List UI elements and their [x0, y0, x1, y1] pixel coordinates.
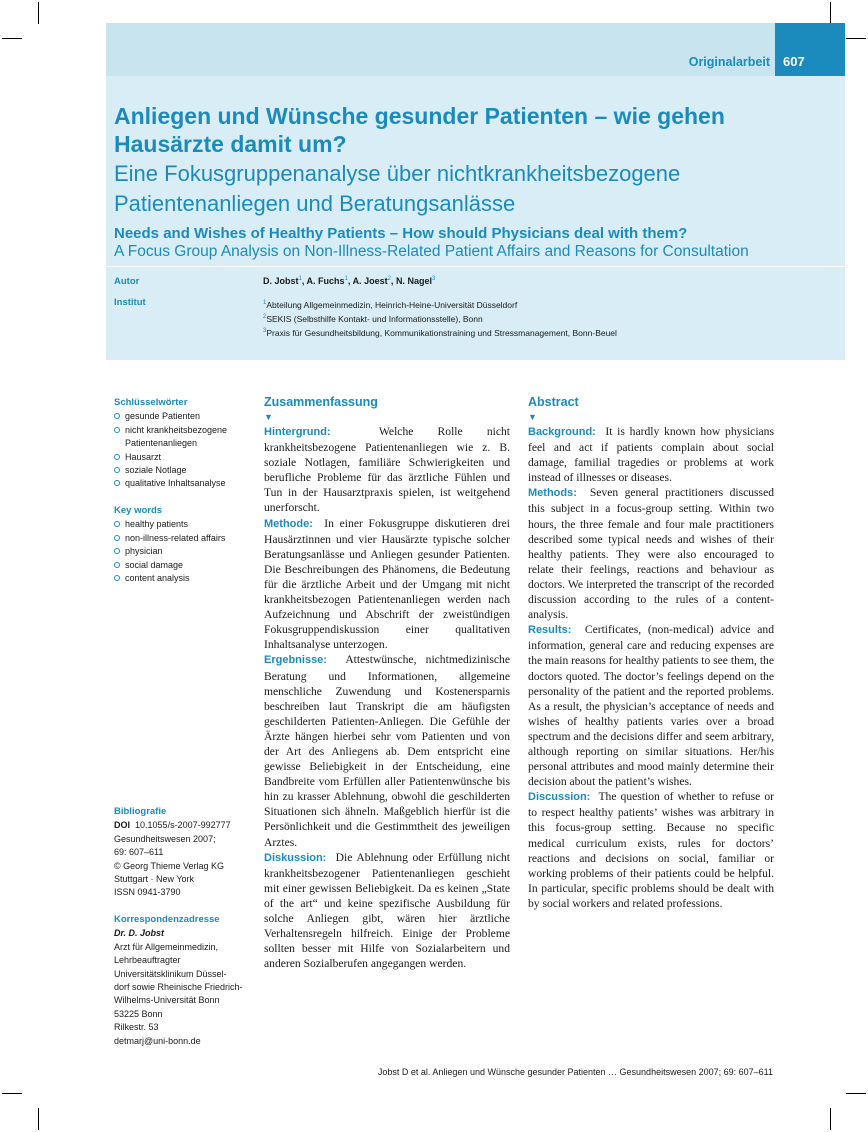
bullet-circle-icon [114, 467, 120, 473]
zusammenfassung-body [264, 424, 510, 971]
bibliography-line: ISSN 0941-3790 [114, 887, 181, 898]
bullet-circle-icon [114, 548, 120, 554]
author-name: A. Fuchs [306, 276, 345, 286]
zusammenfassung-section-text: Welche Rolle nicht krankheitsbezogene Patientenanliegen wie z. B. soziale Notlagen, familiäre Schwierigkeiten und berufliche Probleme für das ärztliche Fühlen und Tun in der Hausarztpraxis spielen, ist weitgehend unerforscht. [264, 425, 510, 515]
page-number: 607 [775, 23, 845, 76]
subtitle-english: A Focus Group Analysis on Non-Illness-Related Patient Affairs and Reasons for Consultation [114, 243, 749, 260]
abstract-paragraph [528, 622, 774, 789]
crop-mark [846, 1093, 866, 1094]
doi-label: DOI [114, 820, 131, 831]
doi-link[interactable]: 10.1055/s-2007-992777 [135, 820, 231, 831]
affiliation-text: Abteilung Allgemeinmedizin, Heinrich-Heine-Universität Düsseldorf [266, 299, 518, 310]
keywords-english [114, 504, 254, 585]
zusammenfassung-heading: Zusammenfassung [264, 395, 378, 409]
author-affiliation-number: 1 [344, 276, 348, 282]
abstract-paragraph [528, 424, 774, 485]
keyword-item [114, 518, 254, 531]
author-affiliation-number: 1 [298, 276, 302, 282]
keyword-item [114, 451, 254, 464]
abstract-section-text: The question of whether to refuse or to respect healthy patients’ wishes was arbitrary in this focus-group setting. Because no specific medical curriculum exists, rules for doctors’ reactions and decisions on social, familiar or working problems of their patients could be helpful. In particular, specific problems should be dealt with by social workers and related professions. [528, 790, 775, 910]
zusammenfassung-paragraph [264, 516, 510, 653]
bullet-circle-icon [114, 535, 120, 541]
title-english: Needs and Wishes of Healthy Patients – How should Physicians deal with them? [114, 225, 688, 242]
keyword-text: nicht krankheitsbezogene Patientenanliegen [125, 424, 228, 449]
crop-mark [38, 1108, 39, 1130]
keyword-item [114, 559, 254, 572]
affiliation-number: 1 [263, 300, 267, 306]
author-name: N. Nagel [395, 276, 432, 286]
section-marker-icon: ▼ [528, 412, 537, 422]
abstract-paragraph [528, 789, 774, 911]
bullet-circle-icon [114, 413, 120, 419]
doi-line [114, 819, 254, 832]
bibliography-line: Gesundheitswesen 2007; [114, 833, 216, 844]
zusammenfassung-section-text: Die Ablehnung oder Erfüllung nicht krankheitsbezogener Patientenanliegen geschieht mit einer gewissen Beliebigkeit. Da es keinen „State of the art“ und keine spezifische Ausbildung für solche Anliegen gibt, wären hier ärztliche Verhaltensregeln hilfreich. Einige der Probleme sollten besser mit Hilfe von Sozialarbeitern und anderen Sozialberufen angegangen werden. [264, 850, 510, 971]
bibliography-lines [114, 833, 254, 900]
abstract-section-text: Certificates, (non-medical) advice and information, general care and reducing expenses are the main reasons for healthy patients to see them, the doctors quoted. The doctor’s feelings depend on the personality of the patient and the reported problems. As a result, the physician’s acceptance of needs and wishes of healthy patients varies over a broad spectrum and the decisions differ and seem arbitrary, although reporting on similar situations. Her/his personal attributes and mood mainly determine their decision about the patient’s wishes. [528, 623, 774, 789]
correspondence-name: Dr. D. Jobst [114, 928, 165, 939]
section-marker-icon: ▼ [264, 412, 273, 422]
keyword-text: Hausarzt [125, 451, 162, 462]
keyword-text: soziale Notlage [125, 465, 187, 476]
correspondence-line: Wilhelms-Universität Bonn [114, 995, 220, 1006]
affiliation-number: 2 [263, 313, 267, 320]
keyword-text: physician [125, 546, 163, 557]
keyword-text: gesunde Patienten [125, 411, 201, 422]
crop-mark [830, 2, 831, 24]
keyword-list-german [114, 410, 254, 490]
abstract-paragraph [528, 485, 774, 622]
abstract-section-label: Discussion: [528, 791, 591, 804]
author-affiliation-number: 3 [431, 276, 436, 282]
author-separator: , [347, 276, 353, 286]
keyword-text: non-illness-related affairs [125, 532, 226, 543]
author-affiliation-number: 2 [387, 276, 391, 282]
zusammenfassung-paragraph [264, 850, 510, 972]
crop-mark [2, 38, 22, 39]
bullet-circle-icon [114, 454, 120, 460]
abstract-section-text: Seven general practitioners discussed this subject in a focus-group setting. Within two hours, the three female and four male practitioners described some typical needs and wishes of their healthy patients. They were also encouraged to relate their feelings, reactions and behaviour as doctors. We interpreted the transcript of the recorded discussion according to the rules of a content-analysis. [528, 486, 775, 622]
abstract-section-text: It is hardly known how physicians feel and act if patients complain about social damage, familial tragedies or problems at work instead of illnesses or diseases. [528, 425, 774, 485]
abstract-section-label: Methods: [528, 487, 577, 500]
zusammenfassung-section-text: In einer Fokusgruppe diskutieren drei Hausärztinnen und vier Hausärzte typische solcher Beratungsanlässe und Anliegen gesunder Patienten. Die Beschreibungen des Phänomens, die Bedeutung für die ärztliche Arbeit und der Umgang mit nicht krankheitsbezogen Patientenanliegen werden nach Aufzeichnung und Abschrift der zweistündigen Fokusgruppendiskussion einer qualitativen Inhaltsanalyse unterzogen. [264, 516, 511, 652]
keywords-german [114, 396, 254, 491]
author-list [263, 276, 435, 286]
correspondence-line: detmarj@uni-bonn.de [114, 1035, 201, 1046]
affiliation-text: Praxis für Gesundheitsbildung, Kommunikationstraining und Stressmanagement, Bonn-Beuel [266, 327, 617, 338]
correspondence-line: Arzt für Allgemeinmedizin, [114, 941, 219, 952]
zusammenfassung-paragraph [264, 652, 510, 849]
keyword-item [114, 410, 254, 423]
zusammenfassung-section-label: Hintergrund: [264, 426, 331, 438]
zusammenfassung-section-label: Methode: [264, 517, 313, 530]
zusammenfassung-paragraph [264, 424, 510, 516]
bullet-circle-icon [114, 480, 120, 486]
crop-mark [830, 1108, 831, 1130]
affiliation-item [263, 311, 617, 325]
keyword-item [114, 464, 254, 477]
bibliography [114, 805, 254, 900]
abstract-section-label: Results: [528, 624, 572, 637]
zusammenfassung-column [264, 395, 510, 971]
correspondence-lines [114, 941, 254, 1048]
affiliation-item [263, 325, 617, 339]
keyword-item [114, 532, 254, 545]
correspondence-line: Rilkestr. 53 [114, 1022, 159, 1033]
keyword-text: content analysis [125, 573, 190, 584]
keywords-english-heading: Key words [114, 505, 163, 516]
crop-mark [2, 1093, 22, 1094]
author-name: D. Jobst [263, 276, 299, 286]
bibliography-line: Stuttgart · New York [114, 874, 195, 885]
affiliation-text: SEKIS (Selbsthilfe Kontakt- und Informationsstelle), Bonn [266, 313, 483, 324]
zusammenfassung-section-label: Ergebnisse: [264, 654, 327, 667]
correspondence-line: Universitätsklinikum Düssel- [114, 968, 227, 979]
abstract-body [528, 424, 774, 911]
keywords-german-heading: Schlüsselwörter [114, 397, 188, 408]
correspondence [114, 913, 254, 1048]
crop-mark [38, 2, 39, 24]
subtitle-german: Eine Fokusgruppenanalyse über nichtkrankheitsbezogene Patientenanliegen und Beratungsanlässe [114, 161, 681, 216]
author-label: Autor [114, 276, 140, 287]
header-divider [106, 266, 845, 267]
abstract-section-label: Background: [528, 426, 596, 438]
keyword-text: social damage [125, 559, 184, 570]
crop-mark [846, 38, 866, 39]
bullet-circle-icon [114, 562, 120, 568]
bibliography-heading: Bibliografie [114, 806, 167, 817]
author-name: A. Joest [352, 276, 388, 286]
zusammenfassung-section-text: Attestwünsche, nichtmedizinische Beratung und Informationen, allgemeine menschliche Zuwendung und Kostenersparnis beschreiben laut Transkript die am häufigsten geschilderten Patienten-Anliegen. Die Gefühle der Ärzte hängen hierbei sehr vom Patienten und von der Art des Anliegens ab. Dem entspricht eine gewisse Beliebigkeit in der Entscheidung, eine Bandbreite vom Erfüllen aller Patientenwünsche bis hin zu krasser Ablehnung, obwohl die geschilderten Situationen sich ähneln. Maßgeblich hierfür ist die Persönlichkeit und die Gestimmtheit des jeweiligen Arztes. [264, 653, 510, 849]
affiliation-list [263, 297, 617, 338]
keyword-item [114, 545, 254, 558]
bibliography-line: © Georg Thieme Verlag KG [114, 860, 225, 871]
author-separator: , [301, 276, 307, 286]
bibliography-line: 69: 607–611 [114, 847, 164, 858]
bullet-circle-icon [114, 575, 120, 581]
keyword-text: qualitative Inhaltsanalyse [125, 478, 226, 489]
section-label: Originalarbeit [688, 55, 770, 69]
affiliation-number: 3 [263, 327, 267, 334]
correspondence-line: dorf sowie Rheinische Friedrich- [114, 982, 243, 993]
title-german: Anliegen und Wünsche gesunder Patienten – wie gehen Hausärzte damit um? [114, 103, 725, 157]
keyword-item [114, 424, 254, 451]
correspondence-line: Lehrbeauftragter [114, 955, 181, 966]
correspondence-heading: Korrespondenzadresse [114, 914, 220, 925]
correspondence-line: 53225 Bonn [114, 1008, 163, 1019]
bullet-circle-icon [114, 521, 120, 527]
zusammenfassung-section-label: Diskussion: [264, 851, 327, 864]
keyword-item [114, 572, 254, 585]
institute-label: Institut [114, 297, 146, 308]
author-separator: , [390, 276, 396, 286]
bullet-circle-icon [114, 427, 120, 433]
keyword-list-english [114, 518, 254, 585]
keyword-item [114, 477, 254, 490]
abstract-heading: Abstract [528, 395, 579, 409]
abstract-column [528, 395, 774, 911]
page-footer: Jobst D et al. Anliegen und Wünsche gesunder Patienten … Gesundheitswesen 2007; 69: 607–611 [377, 1067, 773, 1077]
affiliation-item [263, 297, 617, 311]
keyword-text: healthy patients [125, 519, 189, 530]
